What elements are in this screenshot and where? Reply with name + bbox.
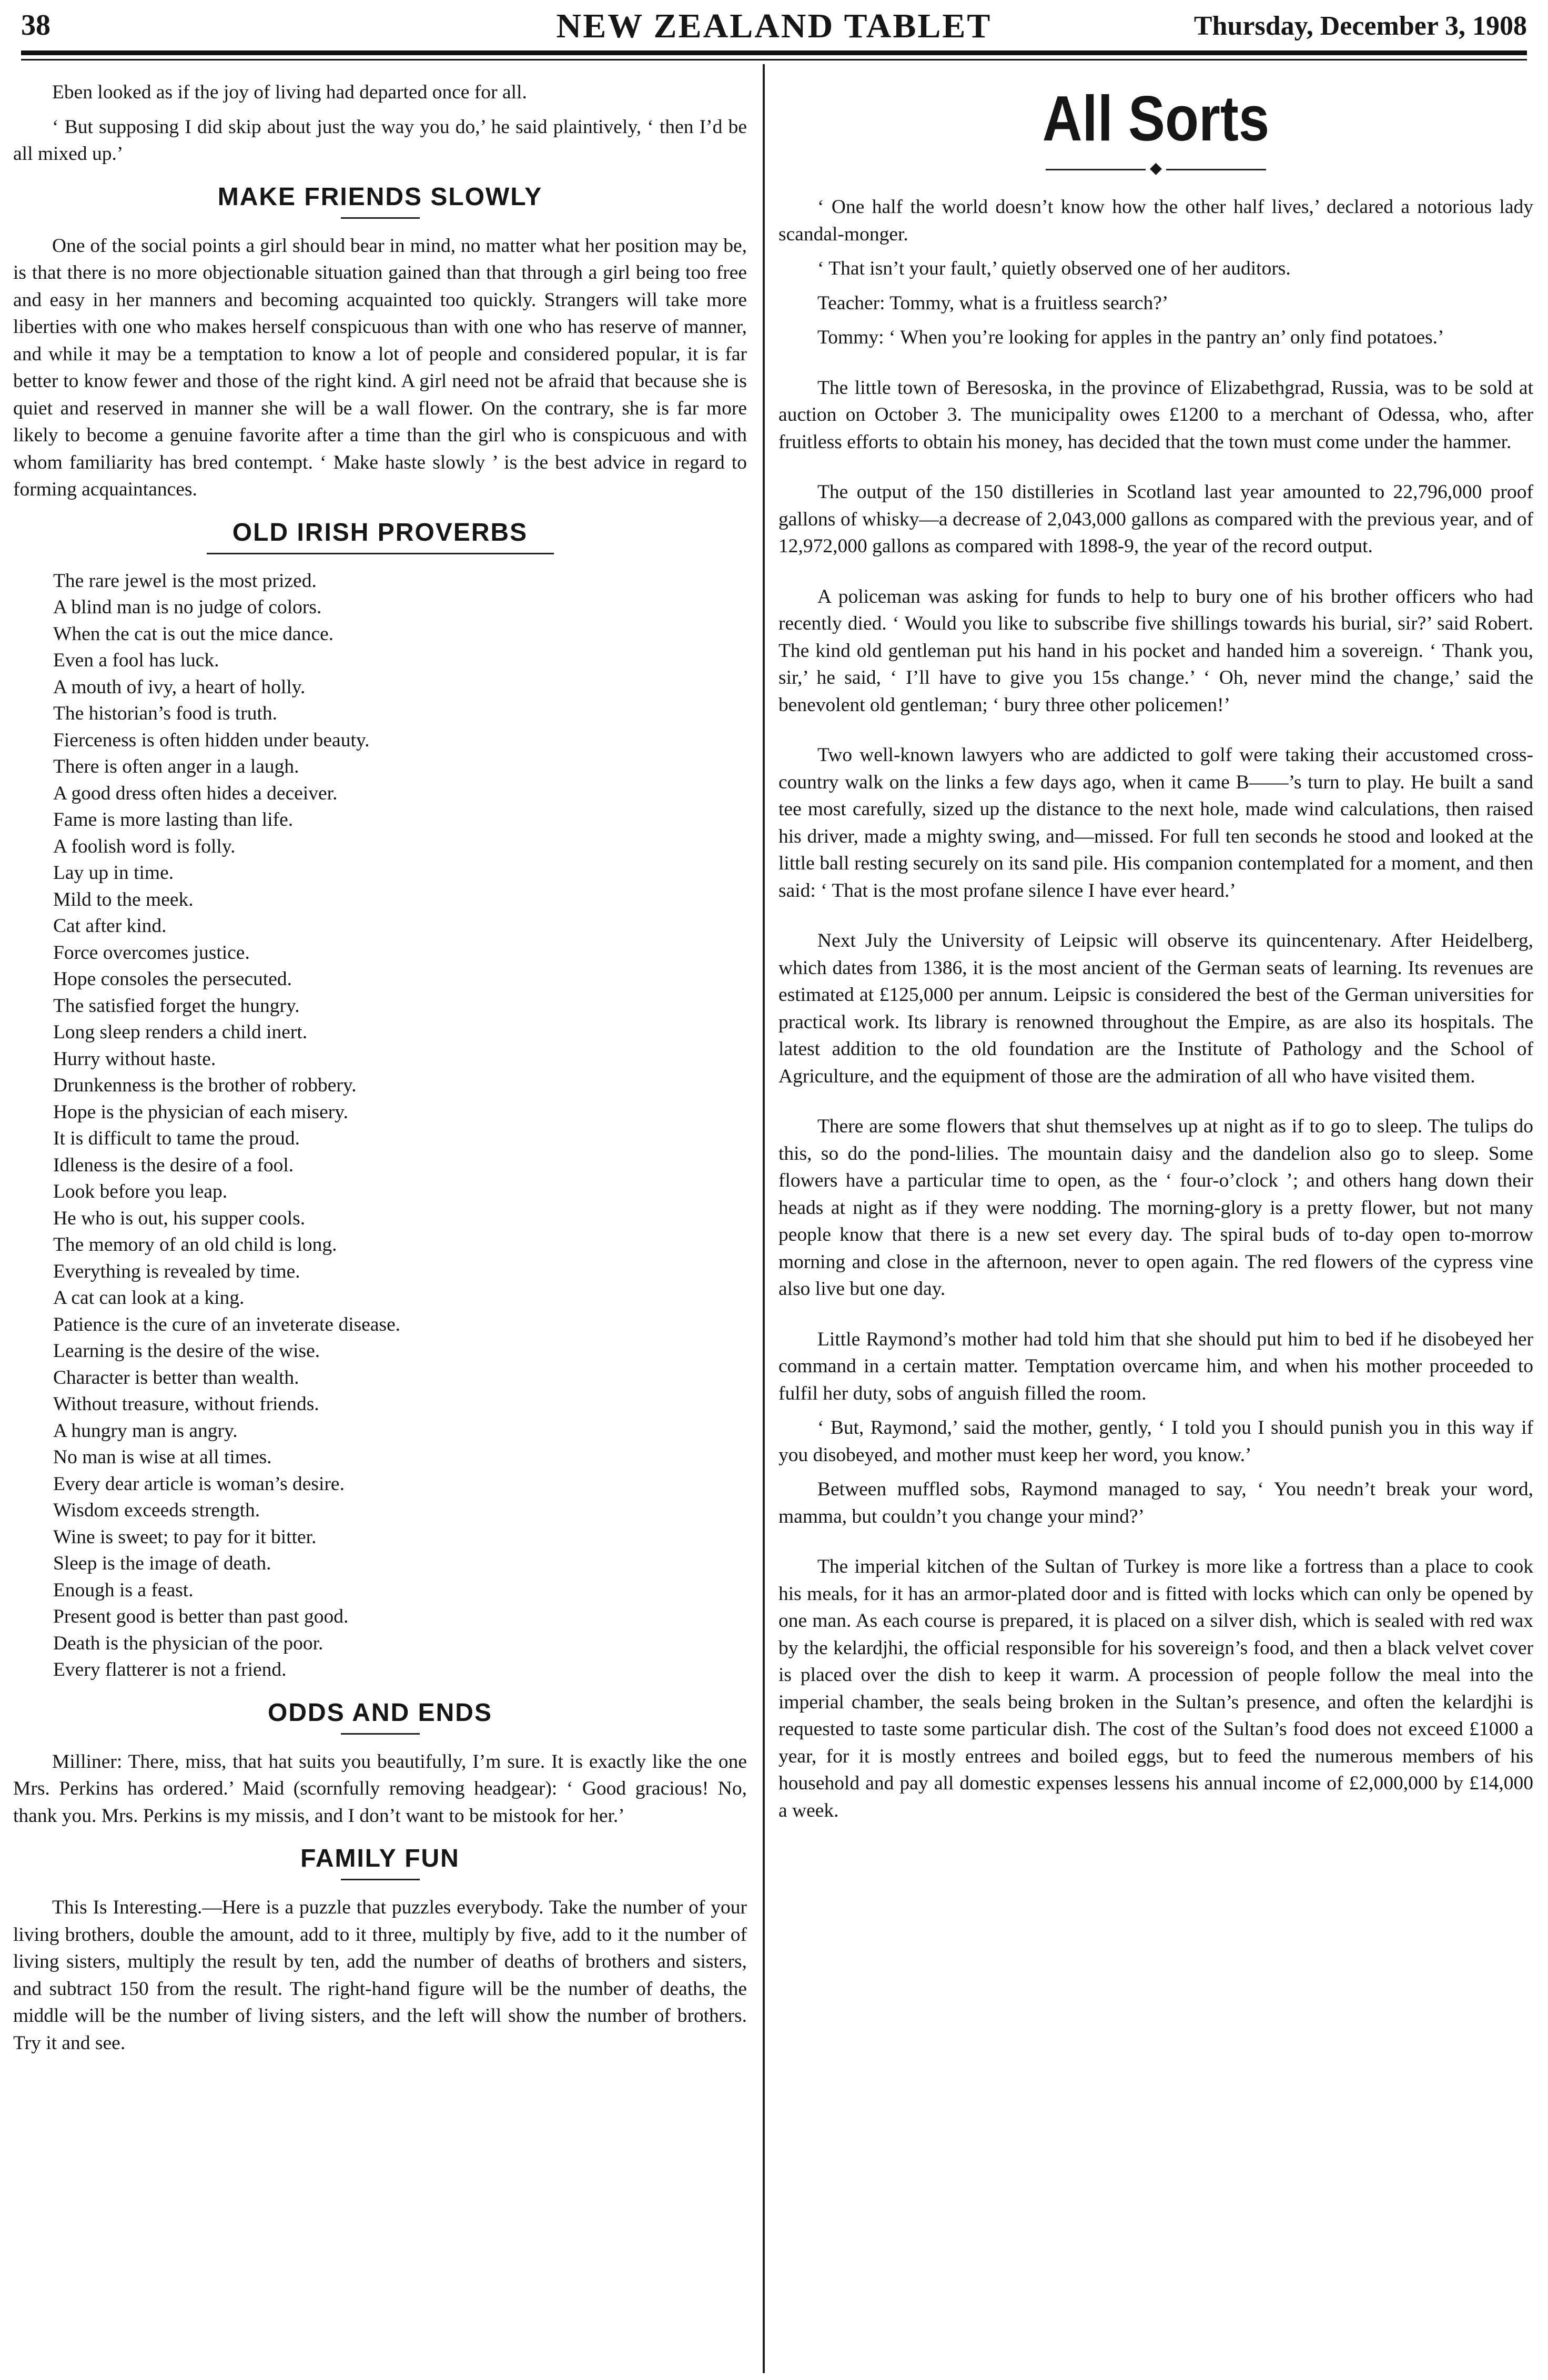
- proverb-line: Idleness is the desire of a fool.: [53, 1154, 294, 1176]
- proverb-line: Even a fool has luck.: [53, 650, 219, 671]
- proverb-line: A mouth of ivy, a heart of holly.: [53, 676, 306, 698]
- odds-heading: ODDS AND ENDS: [268, 1698, 492, 1727]
- column-divider: [763, 64, 765, 2373]
- proverb-line: The satisfied forget the hungry.: [53, 995, 300, 1017]
- proverb-line: Cat after kind.: [53, 915, 167, 937]
- proverb-line: The rare jewel is the most prized.: [53, 570, 317, 592]
- proverb-line: Long sleep renders a child inert.: [53, 1021, 308, 1043]
- newspaper-title: NEW ZEALAND TABLET: [556, 7, 992, 45]
- proverb-line: No man is wise at all times.: [53, 1446, 272, 1468]
- all-sorts-paragraph: ‘ But, Raymond,’ said the mother, gently, ‘ I told you I should punish you in this way if you disobeyed, and mother must keep her word, you know.’: [778, 1417, 1533, 1466]
- proverb-line: The memory of an old child is long.: [53, 1234, 337, 1255]
- proverb-line: A hungry man is angry.: [53, 1420, 238, 1442]
- proverb-line: Hope is the physician of each misery.: [53, 1101, 348, 1123]
- all-sorts-paragraph: Two well-known lawyers who are addicted to golf were taking their accustomed cross-country walk on the links a few days ago, when it came B——’s turn to play. He built a sand tee most carefully, sized up the distance to the next hole, made wind calculations, then raised his driver, made a mighty swing, and—missed. For full ten seconds he stood and looked at the little ball resting securely on its sand pile. His companion contemplated for a moment, and then said: ‘ That is the most profane silence I have ever heard.’: [778, 744, 1533, 902]
- paragraph-gap: [778, 568, 1533, 583]
- proverb-line: Fame is more lasting than life.: [53, 809, 294, 831]
- paragraph-gap: [778, 1310, 1533, 1326]
- header-rule-thin: [21, 59, 1527, 60]
- intro-paragraph-1: Eben looked as if the joy of living had departed once for all.: [52, 82, 527, 103]
- all-sorts-heading: All Sorts: [1042, 83, 1270, 154]
- all-sorts-paragraph: Little Raymond’s mother had told him that she should put him to bed if he disobeyed her command in a certain matter. Temptation overcame him, and when his mother proceeded to fulfil her duty, sobs of anguish filled the room.: [778, 1328, 1533, 1404]
- all-sorts-paragraphs: [778, 194, 1533, 1824]
- heading-ornament: [778, 158, 1533, 179]
- proverb-line: When the cat is out the mice dance.: [53, 623, 334, 645]
- ornament-line: [1046, 169, 1146, 170]
- page-number: 38: [21, 9, 50, 42]
- heading-rule: [341, 1733, 420, 1735]
- intro-paragraph-2: ‘ But supposing I did skip about just the way you do,’ he said plaintively, ‘ then I’d be all mixed up.’: [13, 116, 747, 165]
- proverb-line: Everything is revealed by time.: [53, 1260, 300, 1282]
- make-friends-heading: MAKE FRIENDS SLOWLY: [217, 183, 543, 211]
- heading-rule: [341, 217, 420, 219]
- proverb-line: Wisdom exceeds strength.: [53, 1500, 260, 1521]
- odds-text: Milliner: There, miss, that hat suits you beautifully, I’m sure. It is exactly like the one Mrs. Perkins has ordered.’ Maid (scornfully removing headgear): ‘ Good gracious! No, thank you. Mrs. Perkins is my missis, and I don’t want to be mistook for her.’: [13, 1750, 747, 1827]
- heading-rule: [207, 553, 554, 554]
- issue-date: Thursday, December 3, 1908: [1193, 11, 1527, 41]
- all-sorts-paragraph: Between muffled sobs, Raymond managed to say, ‘ You needn’t break your word, mamma, but couldn’t you change your mind?’: [778, 1478, 1533, 1527]
- proverb-line: A good dress often hides a deceiver.: [53, 782, 338, 804]
- proverb-line: Drunkenness is the brother of robbery.: [53, 1075, 357, 1096]
- proverb-line: Sleep is the image of death.: [53, 1553, 271, 1574]
- family-fun-text: This Is Interesting.—Here is a puzzle that puzzles everybody. Take the number of your living brothers, double the amount, add to it three, multiply by five, add to it the number of living sisters, multiply the result by ten, add the number of deaths of brothers and sisters, and subtract 150 from the result. The right-hand figure will be the number of deaths, the middle will be the number of living sisters, and the left will show the number of brothers. Try it and see.: [13, 1897, 747, 2054]
- all-sorts-paragraph: The output of the 150 distilleries in Scotland last year amounted to 22,796,000 proof gallons of whisky—a decrease of 2,043,000 gallons as compared with the previous year, and of 12,972,000 gallons as compared with 1898-9, the year of the record output.: [778, 481, 1533, 557]
- proverb-line: A blind man is no judge of colors.: [53, 596, 322, 618]
- proverb-line: It is difficult to tame the proud.: [53, 1128, 300, 1149]
- proverb-line: Every flatterer is not a friend.: [53, 1659, 287, 1680]
- proverb-line: Enough is a feast.: [53, 1579, 194, 1601]
- paragraph-gap: [778, 463, 1533, 479]
- right-column: [778, 79, 1533, 1831]
- proverb-line: A cat can look at a king.: [53, 1287, 245, 1309]
- proverb-line: Mild to the meek.: [53, 888, 194, 910]
- proverb-line: Lay up in time.: [53, 862, 174, 884]
- proverb-line: Without treasure, without friends.: [53, 1393, 319, 1415]
- all-sorts-paragraph: Tommy: ‘ When you’re looking for apples in the pantry an’ only find potatoes.’: [817, 327, 1444, 348]
- proverb-line: Fierceness is often hidden under beauty.: [53, 729, 370, 751]
- header-rule-thick: [21, 50, 1527, 55]
- all-sorts-paragraph: There are some flowers that shut themselves up at night as if to go to sleep. The tulips do this, so do the pond-lilies. The mountain daisy and the dandelion also go to sleep. Some flowers have a particular time to open, as the ‘ four-o’clock ’; and others hang down their heads at night as if they were nodding. The morning-glory is a pretty flower, but not many people know that there is a new set every day. The spiral buds of to-day open to-morrow morning and close in the afternoon, never to open again. The red flowers of the cypress vine also live but one day.: [778, 1116, 1533, 1300]
- proverbs-list: [13, 568, 747, 1684]
- proverb-line: Hope consoles the persecuted.: [53, 968, 292, 990]
- proverb-line: Look before you leap.: [53, 1181, 228, 1202]
- paragraph-gap: [778, 1537, 1533, 1553]
- proverb-line: There is often anger in a laugh.: [53, 756, 299, 777]
- proverb-line: The historian’s food is truth.: [53, 703, 277, 724]
- ornament-line: [1166, 169, 1266, 170]
- proverb-line: Every dear article is woman’s desire.: [53, 1473, 345, 1495]
- proverb-line: Character is better than wealth.: [53, 1366, 299, 1389]
- proverb-line: Present good is better than past good.: [53, 1606, 349, 1627]
- proverb-line: A foolish word is folly.: [53, 835, 236, 857]
- all-sorts-paragraph: Next July the University of Leipsic will observe its quincentenary. After Heidelberg, which dates from 1386, it is the most ancient of the German seats of learning. Its revenues are estimated at £125,000 per annum. Leipsic is considered the best of the German universities for practical work. Its library is renowned throughout the Empire, as are also its hospitals. The latest addition to the old foundation are the Institute of Pathology and the School of Agriculture, and the equipment of those are the admiration of all who have visited them.: [778, 930, 1533, 1087]
- family-fun-heading: FAMILY FUN: [300, 1845, 460, 1872]
- all-sorts-paragraph: ‘ One half the world doesn’t know how the other half lives,’ declared a notorious lady scandal-monger.: [778, 196, 1533, 245]
- diamond-icon: ◆: [1149, 159, 1162, 177]
- proverb-line: Hurry without haste.: [53, 1048, 216, 1070]
- proverb-line: Learning is the desire of the wise.: [53, 1340, 320, 1362]
- all-sorts-paragraph: The imperial kitchen of the Sultan of Turkey is more like a fortress than a place to cook his meals, for it has an armor-plated door and is fitted with locks which can only be opened by one man. As each course is prepared, it is placed on a silver dish, which is sealed with red wax by the kelardjhi, the official responsible for his sovereign’s food, and then a black velvet cover is placed over the dish to keep it warm. A procession of people follow the meal into the imperial chamber, the seals being broken in the Sultan’s presence, and often the kelardjhi is requested to taste some particular dish. The cost of the Sultan’s food does not exceed £1000 a year, for it is mostly entrees and boiled eggs, but to feed the numerous members of his household and pay all domestic expenses lessens his annual income of £2,000,000 by £14,000 a week.: [778, 1556, 1533, 1821]
- page-header: [21, 6, 1527, 48]
- left-column: [13, 79, 747, 2064]
- proverbs-heading: OLD IRISH PROVERBS: [232, 518, 528, 546]
- paragraph-gap: [778, 359, 1533, 374]
- paragraph-gap: [778, 912, 1533, 927]
- all-sorts-paragraph: ‘ That isn’t your fault,’ quietly observed one of her auditors.: [817, 258, 1291, 279]
- proverb-line: Wine is sweet; to pay for it bitter.: [53, 1526, 317, 1548]
- paragraph-gap: [778, 726, 1533, 742]
- all-sorts-paragraph: Teacher: Tommy, what is a fruitless search?’: [817, 292, 1169, 314]
- proverb-line: Force overcomes justice.: [53, 941, 250, 964]
- proverb-line: Death is the physician of the poor.: [53, 1632, 323, 1654]
- all-sorts-paragraph: The little town of Beresoska, in the province of Elizabethgrad, Russia, was to be sold at auction on October 3. The municipality owes £1200 to a merchant of Odessa, who, after fruitless efforts to obtain his money, has decided that the town must come under the hammer.: [778, 377, 1533, 453]
- proverb-line: He who is out, his supper cools.: [53, 1207, 306, 1229]
- all-sorts-paragraph: A policeman was asking for funds to help to bury one of his brother officers who had recently died. ‘ Would you like to subscribe five shillings towards his burial, sir?’ said Robert. The kind old gentleman put his hand in his pocket and handed him a sovereign. ‘ Thank you, sir,’ he said, ‘ I’ll have to give you 15s change.’ ‘ Oh, never mind the change,’ said the benevolent old gentleman; ‘ bury three other policemen!’: [778, 585, 1533, 716]
- paragraph-gap: [778, 1097, 1533, 1113]
- proverb-line: Patience is the cure of an inveterate disease.: [53, 1313, 401, 1335]
- heading-rule: [341, 1879, 420, 1880]
- make-friends-text: One of the social points a girl should bear in mind, no matter what her position may be, is that there is no more objectionable situation gained than that through a girl being too free and easy in her manners and becoming acquainted too quickly. Strangers will take more liberties with one who makes herself conspicuous than with one who has reserve of manner, and while it may be a temptation to know a lot of people and considered popular, it is far better to know fewer and those of the right kind. A girl need not be afraid that because she is quiet and reserved in manner she will be a wall flower. On the contrary, she is far more likely to become a genuine favorite after a time than the girl who is conspicuous and with whom familiarity has bred contempt. ‘ Make haste slowly ’ is the best advice in regard to forming acquaintances.: [13, 235, 747, 500]
